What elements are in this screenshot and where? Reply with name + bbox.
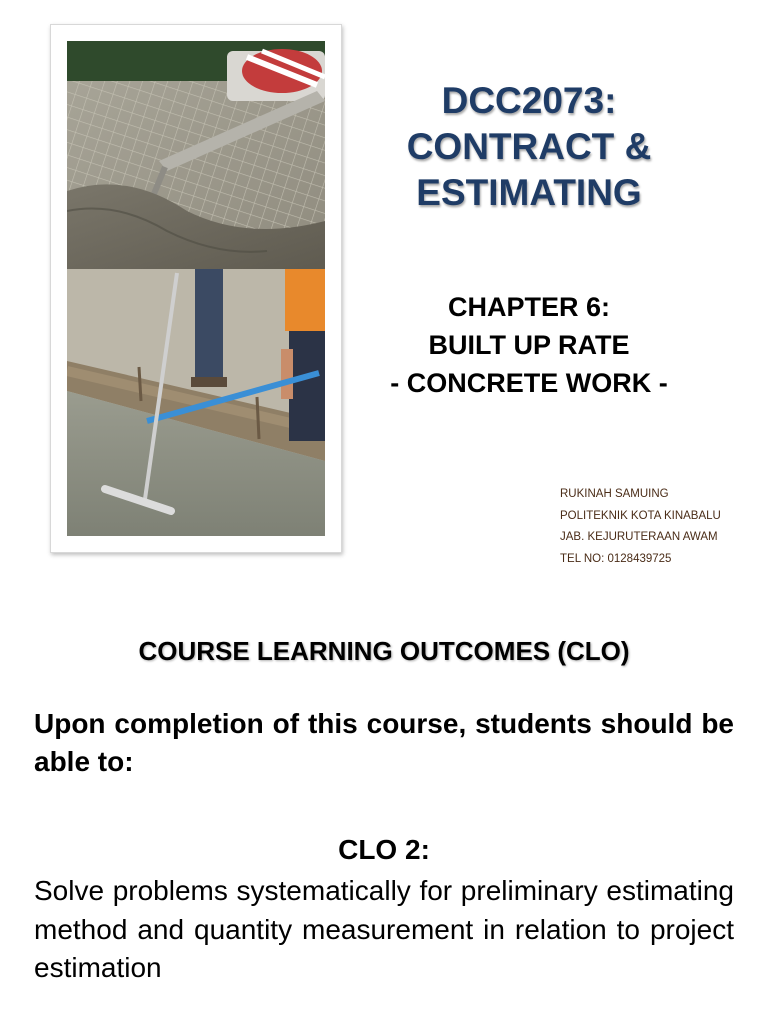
concrete-work-photo xyxy=(67,41,325,536)
clo-intro: Upon completion of this course, students should be able to: xyxy=(34,708,734,777)
chapter-heading xyxy=(350,288,708,402)
course-title-line-2: CONTRACT & xyxy=(406,126,652,167)
chapter-line-3: - CONCRETE WORK - xyxy=(390,368,668,398)
author-department: JAB. KEJURUTERAAN AWAM xyxy=(560,531,718,543)
course-title-line-3: ESTIMATING xyxy=(416,172,642,213)
clo-heading: COURSE LEARNING OUTCOMES (CLO) xyxy=(138,636,630,666)
course-title-line-1: DCC2073: xyxy=(441,80,617,121)
clo-label: CLO 2: xyxy=(338,834,430,865)
author-phone: TEL NO: 0128439725 xyxy=(560,552,672,565)
clo-text: Solve problems systematically for preliminary estimating method and quantity measurement in relation to project estimation xyxy=(34,875,734,983)
chapter-line-2: BUILT UP RATE xyxy=(428,330,630,360)
course-title xyxy=(350,78,708,216)
chapter-line-1: CHAPTER 6: xyxy=(447,292,610,322)
concrete-screeding-photo xyxy=(67,269,325,536)
photo-frame xyxy=(50,24,342,553)
author-institution: POLITEKNIK KOTA KINABALU xyxy=(560,509,721,522)
author-name: RUKINAH SAMUING xyxy=(560,488,669,500)
concrete-pouring-photo xyxy=(67,41,325,269)
author-info xyxy=(560,484,760,570)
